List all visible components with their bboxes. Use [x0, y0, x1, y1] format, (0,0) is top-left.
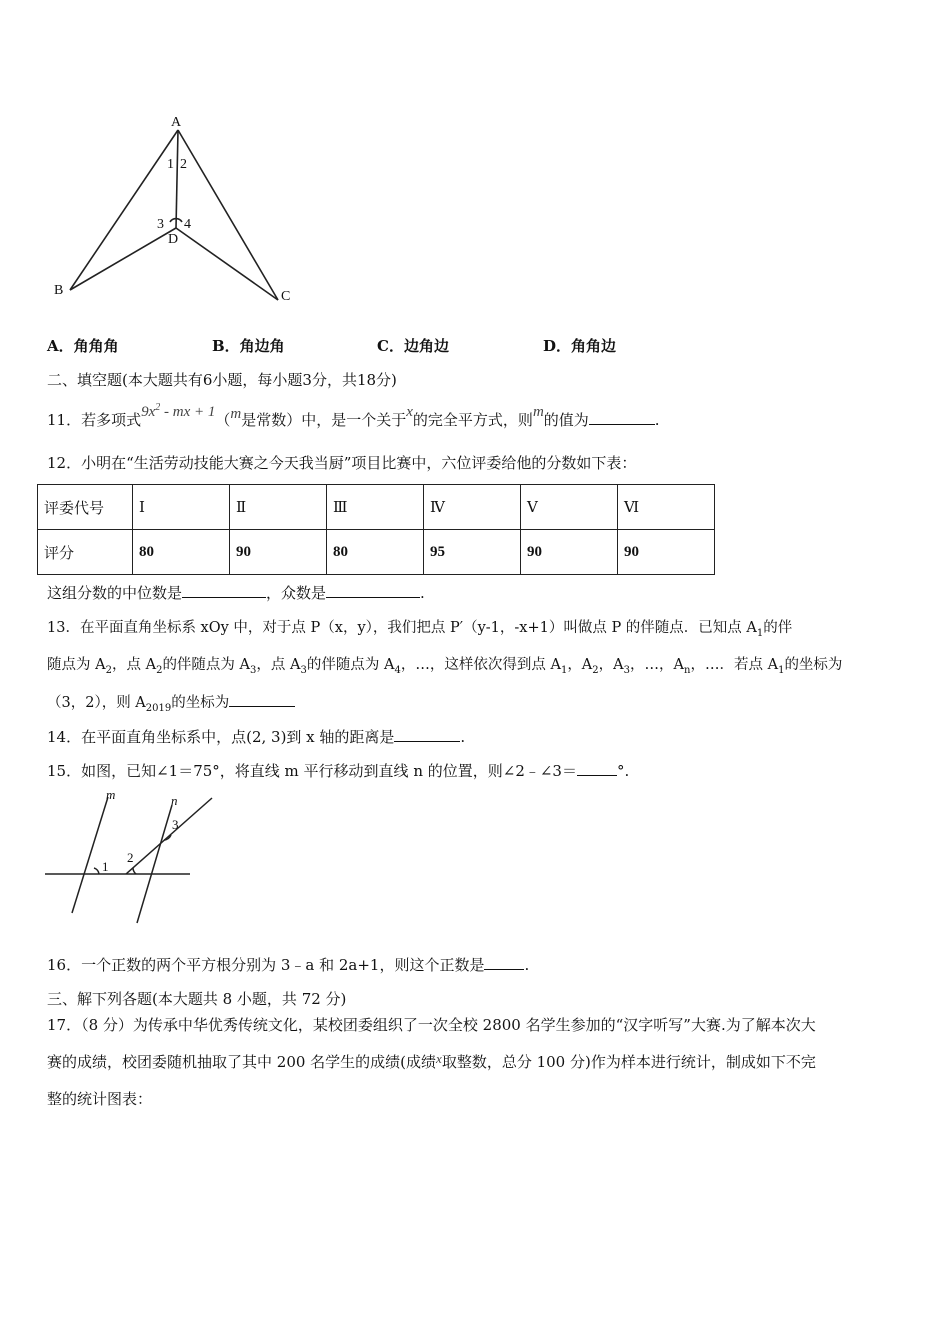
q13-t: ，点 A — [256, 657, 301, 673]
label-angle-1: 1 — [167, 157, 174, 172]
q11-prefix: 11．若多项式 — [47, 411, 142, 429]
label-angle-1: 1 — [102, 859, 109, 874]
q13-t: ，…，A — [630, 657, 685, 673]
table-header-cell: Ⅰ — [133, 485, 230, 530]
q13-t: 的伴随点为 A — [306, 657, 395, 673]
table-header-cell: Ⅳ — [424, 485, 521, 530]
q13-sub: 3 — [623, 664, 631, 676]
angle-arc-2 — [133, 868, 136, 874]
q16-end: . — [524, 956, 530, 974]
label-angle-4: 4 — [184, 217, 191, 232]
q13-t: ，…．若点 A — [690, 657, 779, 673]
q13-sub: 2 — [592, 664, 599, 676]
q13-t: 的坐标为 — [171, 695, 230, 711]
q11-suffix: 的值为 — [543, 411, 589, 429]
q13-sub: 2 — [156, 664, 163, 676]
q17-x: x — [436, 1051, 442, 1066]
label-c: C — [281, 289, 291, 304]
q15-text: 15．如图，已知∠1＝75°，将直线 m 平行移动到直线 n 的位置，则∠2﹣∠3＝ — [47, 762, 577, 780]
choice-d: D．角角边 — [543, 337, 617, 355]
q17-t: 取整数，总分 100 分)作为样本进行统计，制成如下不完 — [441, 1053, 816, 1071]
q11-paren: （ — [215, 411, 231, 429]
q13-t: ，点 A — [111, 657, 157, 673]
table-cell: 90 — [618, 530, 715, 575]
q12-after-a: 这组分数的中位数是 — [47, 584, 183, 602]
q14-text: 14．在平面直角坐标系中，点(2, 3)到 x 轴的距离是 — [47, 728, 395, 746]
q14-end: . — [460, 728, 466, 746]
label-m: m — [106, 787, 116, 802]
table-header-cell: 评委代号 — [38, 485, 133, 530]
q11-m1: m — [230, 406, 242, 422]
transversal-line — [126, 798, 212, 874]
q11-formula-b: - mx + 1 — [160, 404, 216, 420]
q13-t: ，A — [567, 657, 593, 673]
label-d: D — [168, 232, 179, 247]
segment-bd — [70, 228, 179, 290]
score-table — [37, 484, 715, 575]
label-b: B — [54, 283, 64, 298]
table-cell: 90 — [521, 530, 618, 575]
q13-line1-text: 13．在平面直角坐标系 xOy 中，对于点 P（x，y），我们把点 P′（y-1，-x+1）叫做点 P 的伴随点．已知点 A — [47, 620, 757, 636]
q13-line-1 — [47, 618, 792, 644]
choice-a: A．角角角 — [47, 337, 119, 355]
table-row — [38, 530, 715, 575]
question-14 — [47, 727, 465, 747]
question-12: 12．小明在“生活劳动技能大赛之今天我当厨”项目比赛中，六位评委给他的分数如下表： — [47, 454, 637, 472]
table-cell: 80 — [133, 530, 230, 575]
figure-triangle-abd-acd — [40, 110, 310, 310]
label-angle-3: 3 — [157, 217, 164, 232]
label-angle-2: 2 — [127, 850, 134, 865]
question-15 — [47, 761, 629, 781]
segment-ad — [176, 130, 178, 228]
table-cell: 95 — [424, 530, 521, 575]
q13-t: 随点为 A — [47, 657, 106, 673]
q12-end: . — [420, 584, 425, 602]
q12-median-blank[interactable] — [182, 583, 266, 598]
table-header-cell: Ⅵ — [618, 485, 715, 530]
q13-sub: 1 — [778, 664, 785, 676]
q11-m2: m — [532, 404, 544, 420]
q14-answer-blank[interactable] — [394, 727, 460, 742]
segment-cd — [176, 228, 278, 300]
q13-sub: 1 — [756, 627, 764, 639]
q13-line1-end: 的伴 — [763, 620, 793, 636]
q17-line-1: 17．（8 分）为传承中华优秀传统文化，某校团委组织了一次全校 2800 名学生参加的“汉字听写”大赛.为了解本次大 — [47, 1016, 816, 1034]
table-header-cell: Ⅲ — [327, 485, 424, 530]
q13-t: 的坐标为 — [784, 657, 843, 673]
table-row — [38, 485, 715, 530]
q13-sub: 4 — [394, 664, 401, 676]
q13-t: ，A — [598, 657, 624, 673]
question-11 — [47, 402, 660, 431]
q13-t: 的伴随点为 A — [162, 657, 251, 673]
q13-answer-blank[interactable] — [229, 692, 295, 707]
table-row-label: 评分 — [38, 530, 133, 575]
q17-t: 赛的成绩，校团委随机抽取了其中 200 名学生的成绩(成绩 — [47, 1053, 437, 1071]
q13-sub: 3 — [300, 664, 307, 676]
q13-sub: 2 — [105, 664, 112, 676]
q11-end: . — [654, 411, 660, 429]
q11-formula — [141, 404, 215, 420]
q11-answer-blank[interactable] — [589, 410, 655, 425]
q11-formula-exp: 2 — [155, 402, 161, 413]
line-n — [137, 805, 172, 923]
q11-formula-a: 9x — [141, 404, 156, 420]
q17-line-3: 整的统计图表： — [47, 1090, 153, 1108]
q13-sub: n — [684, 664, 691, 676]
q16-text: 16．一个正数的两个平方根分别为 3﹣a 和 2a+1，则这个正数是 — [47, 956, 485, 974]
table-cell: 90 — [230, 530, 327, 575]
q15-answer-blank[interactable] — [577, 761, 617, 776]
table-cell: 80 — [327, 530, 424, 575]
q16-answer-blank[interactable] — [484, 955, 524, 970]
line-m — [72, 797, 108, 913]
q13-sub: 2019 — [145, 702, 172, 714]
q11-x: x — [406, 404, 413, 420]
table-header-cell: Ⅴ — [521, 485, 618, 530]
angle-arc-1 — [94, 868, 99, 874]
section-2-title: 二、填空题(本大题共有6小题，每小题3分，共18分) — [47, 371, 397, 389]
label-angle-2: 2 — [180, 157, 187, 172]
q17-line-2 — [47, 1052, 816, 1073]
segment-ac — [178, 130, 278, 300]
q11-mid: 是常数）中，是一个关于 — [241, 411, 407, 429]
q12-followup — [47, 583, 425, 603]
table-header-cell: Ⅱ — [230, 485, 327, 530]
choice-b: B．角边角 — [212, 337, 285, 355]
q13-line-3 — [47, 692, 295, 719]
q13-sub: 1 — [560, 664, 568, 676]
q12-after-b: ，众数是 — [266, 584, 327, 602]
choice-c: C．边角边 — [377, 337, 449, 355]
label-n: n — [171, 793, 178, 808]
section-3-title: 三、解下列各题(本大题共 8 小题，共 72 分) — [47, 990, 347, 1008]
question-16 — [47, 955, 529, 975]
segment-ab — [70, 130, 178, 290]
label-angle-3: 3 — [172, 817, 179, 832]
q13-t: ，…，这样依次得到点 A — [400, 657, 561, 673]
figure-parallel-lines — [40, 785, 230, 930]
label-a: A — [171, 115, 182, 130]
q15-end: °. — [616, 762, 630, 780]
q11-mid2: 的完全平方式，则 — [412, 411, 533, 429]
q12-mode-blank[interactable] — [326, 583, 420, 598]
q13-sub: 3 — [250, 664, 257, 676]
q13-t: （3，2），则 A — [47, 695, 146, 711]
q13-line-2 — [47, 655, 842, 681]
